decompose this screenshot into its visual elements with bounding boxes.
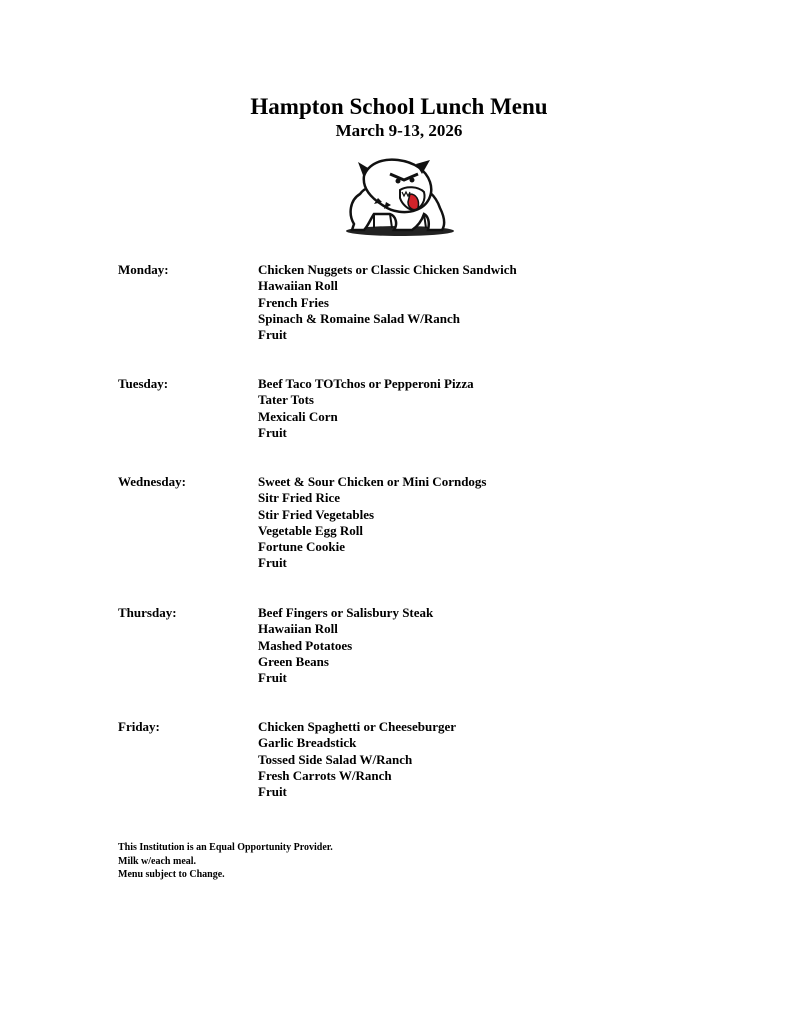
menu-item: French Fries [258,294,329,310]
menu-item: Chicken Nuggets or Classic Chicken Sandwich [258,262,517,277]
menu-list [258,376,718,441]
milk-note: Milk w/each meal. [118,855,197,867]
menu-item: Vegetable Egg Roll [258,522,363,538]
menu-list [258,474,718,572]
menu-item: Chicken Spaghetti or Cheeseburger [258,719,457,734]
equal-opportunity-note: This Institution is an Equal Opportunity Provider. [118,842,333,853]
menu-item: Green Beans [258,653,329,669]
menu-item: Hawaiian Roll [258,621,338,637]
menu-item: Fortune Cookie [258,539,346,555]
menu-item: Sitr Fried Rice [258,490,341,506]
menu-item: Tater Tots [258,392,314,408]
menu-item: Beef Fingers or Salisbury Steak [258,605,434,620]
menu-list [258,605,718,686]
menu-item: Fruit [258,670,287,686]
menu-item: Fruit [258,424,287,440]
day-label: Tuesday: [118,376,169,391]
menu-list [258,719,718,800]
date-range: March 9-13, 2026 [335,121,463,140]
menu-item: Mashed Potatoes [258,637,353,653]
menu-item: Spinach & Romaine Salad W/Ranch [258,310,461,326]
menu-item: Hawaiian Roll [258,278,338,294]
day-label: Monday: [118,262,169,277]
menu-item: Fruit [258,327,287,343]
menu-item: Mexicali Corn [258,408,338,424]
change-note: Menu subject to Change. [118,869,225,880]
footer-notes [118,841,618,882]
menu-item: Garlic Breadstick [258,735,357,751]
day-label: Thursday: [118,605,177,620]
menu-list [258,262,718,343]
day-label: Wednesday: [118,474,186,489]
menu-item: Sweet & Sour Chicken or Mini Corndogs [258,474,487,489]
menu-item: Fruit [258,784,287,800]
bulldog-mascot-icon [334,154,460,238]
menu-item: Fresh Carrots W/Ranch [258,767,392,783]
menu-item: Fruit [258,555,287,571]
menu-item: Beef Taco TOTchos or Pepperoni Pizza [258,376,474,391]
menu-item: Stir Fried Vegetables [258,506,375,522]
page-title: Hampton School Lunch Menu [250,94,548,119]
day-label: Friday: [118,719,160,734]
menu-item: Tossed Side Salad W/Ranch [258,751,413,767]
